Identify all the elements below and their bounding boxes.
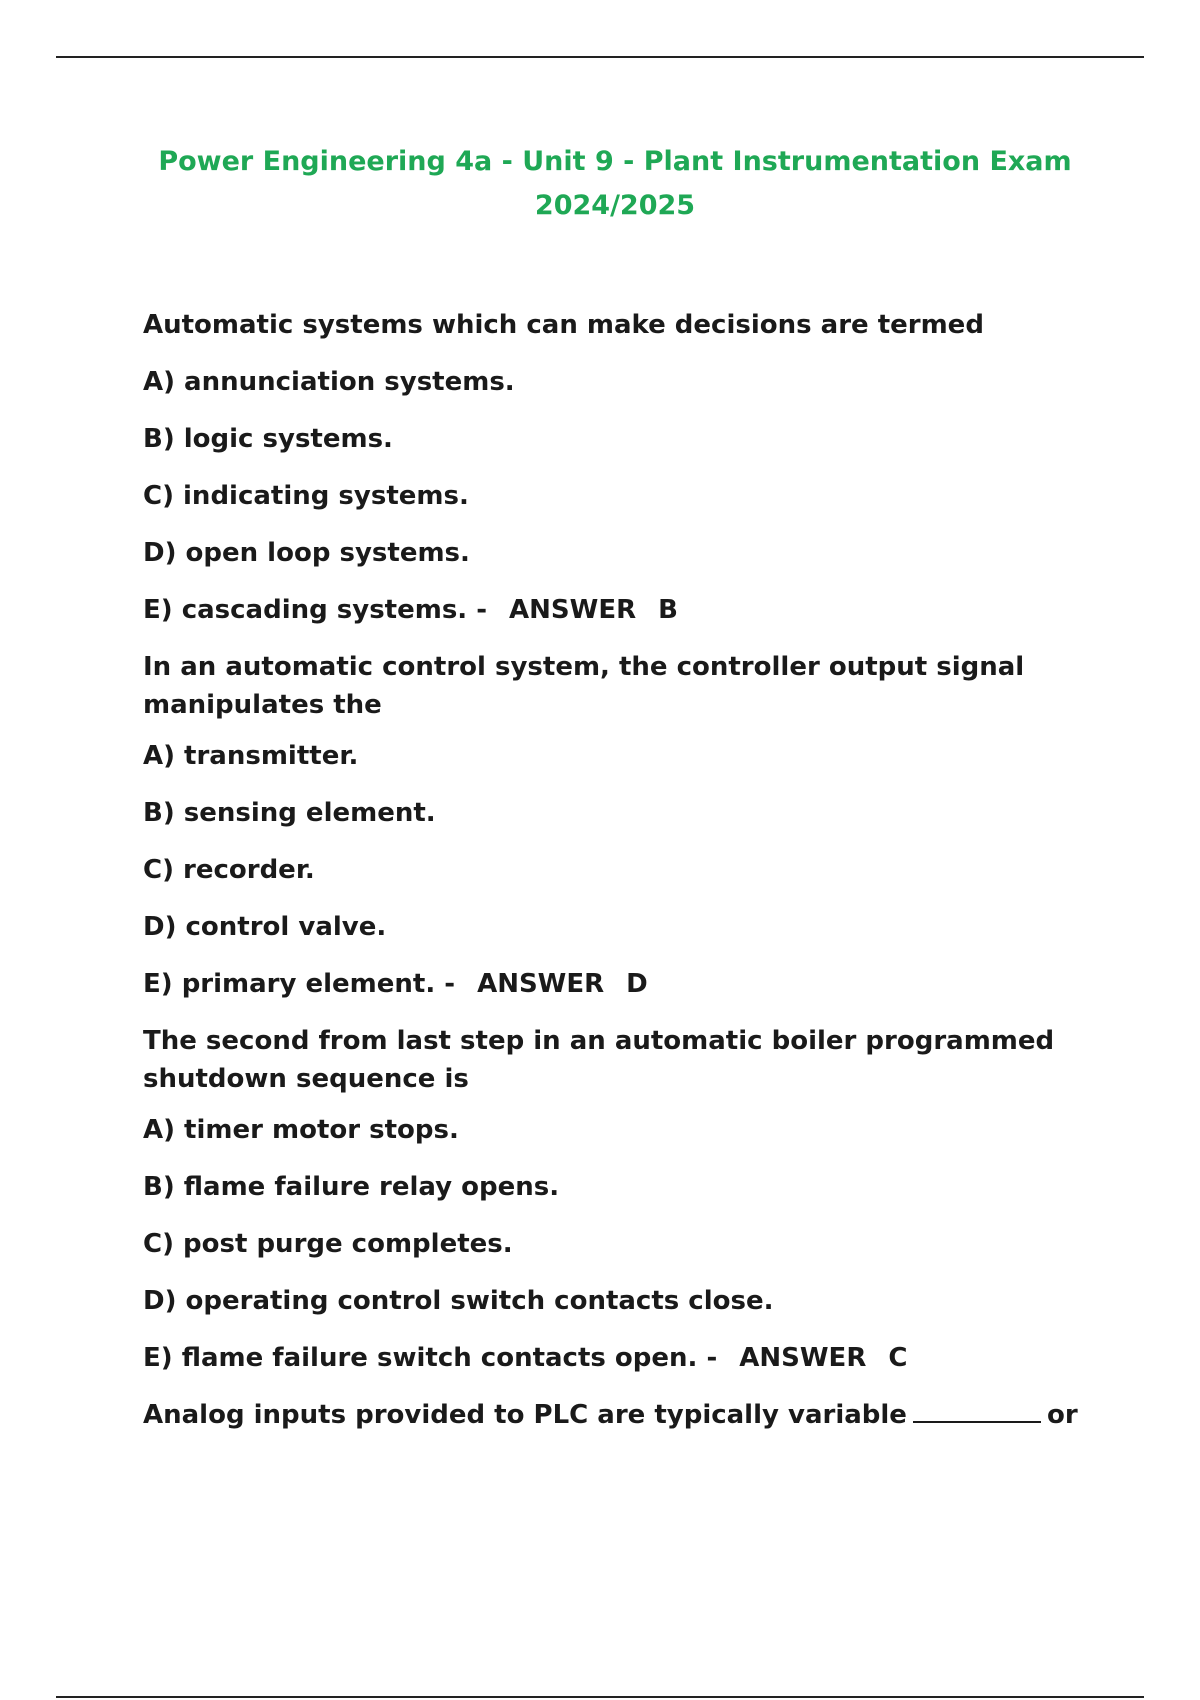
question-text: In an automatic control system, the controller output signal manipulates the [143, 652, 1025, 720]
option-b: B) flame failure relay opens. [143, 1172, 560, 1202]
question-text-before-blank: Analog inputs provided to PLC are typically variable [143, 1400, 907, 1430]
option-b: B) logic systems. [143, 424, 393, 454]
question-text-partial [143, 1396, 1078, 1434]
answer-label: ANSWER [477, 969, 605, 999]
top-rule [56, 56, 1144, 58]
question-block-4 [143, 1396, 1078, 1434]
option-e-with-answer [143, 591, 1073, 629]
option-c: C) indicating systems. [143, 481, 469, 511]
option-d: D) open loop systems. [143, 538, 470, 568]
question-block-1 [143, 306, 1073, 629]
option-e: E) primary element. - [143, 969, 456, 999]
option-d: D) operating control switch contacts close. [143, 1286, 774, 1316]
option-e: E) cascading systems. - [143, 595, 488, 625]
question-block-3 [143, 1022, 1073, 1377]
option-e-with-answer [143, 1339, 1073, 1377]
option-c: C) post purge completes. [143, 1229, 513, 1259]
fill-in-blank [913, 1399, 1041, 1423]
option-c: C) recorder. [143, 855, 315, 885]
option-a: A) transmitter. [143, 741, 359, 771]
question-text: The second from last step in an automatic boiler programmed shutdown sequence is [143, 1026, 1055, 1094]
answer-letter: B [658, 595, 678, 625]
option-a: A) timer motor stops. [143, 1115, 459, 1145]
option-d: D) control valve. [143, 912, 387, 942]
option-e: E) flame failure switch contacts open. - [143, 1343, 718, 1373]
answer-letter: D [626, 969, 648, 999]
question-block-2 [143, 648, 1073, 1003]
exam-content [143, 306, 1078, 1453]
answer-label: ANSWER [509, 595, 637, 625]
answer-letter: C [888, 1343, 908, 1373]
bottom-rule [56, 1696, 1144, 1698]
document-title: Power Engineering 4a - Unit 9 - Plant Instrumentation Exam 2024/2025 [158, 146, 1072, 221]
option-a: A) annunciation systems. [143, 367, 515, 397]
option-e-with-answer [143, 965, 1073, 1003]
option-b: B) sensing element. [143, 798, 436, 828]
answer-label: ANSWER [739, 1343, 867, 1373]
question-text: Automatic systems which can make decisions are termed [143, 310, 984, 340]
question-text-after-blank: or [1046, 1400, 1078, 1430]
